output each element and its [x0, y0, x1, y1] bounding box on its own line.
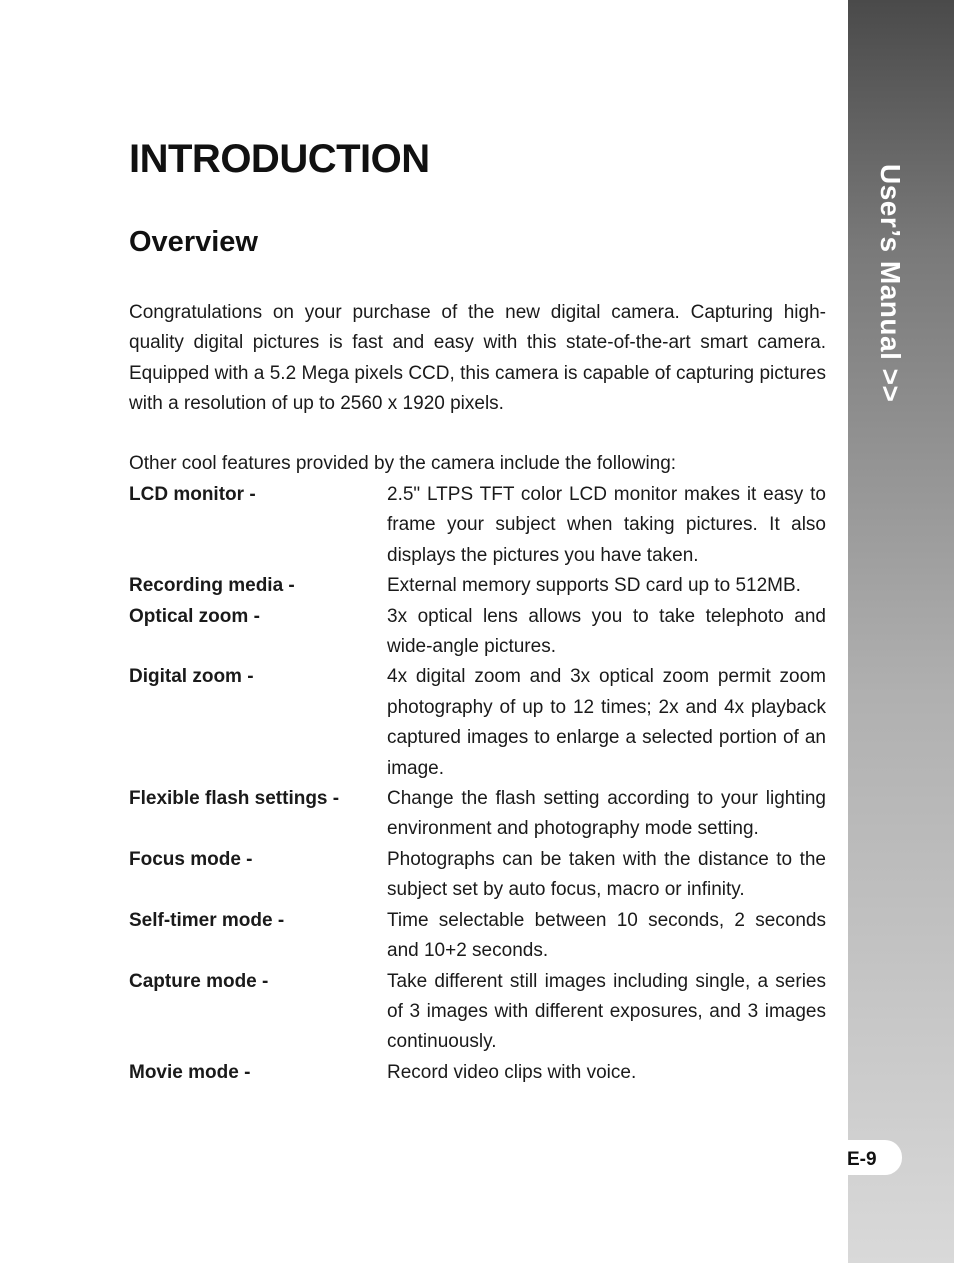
feature-term: Capture mode - [129, 970, 269, 992]
feature-term: LCD monitor - [129, 484, 256, 505]
feature-description: 3x optical lens allows you to take telephoto and wide-angle pictures. [387, 605, 826, 658]
feature-description: Photographs can be taken with the distance to the subject set by auto focus, macro or infinity. [387, 848, 826, 901]
feature-description: Time selectable between 10 seconds, 2 seconds and 10+2 seconds. [387, 909, 826, 962]
intro-paragraph: Congratulations on your purchase of the new digital camera. Capturing high-quality digital pictures is fast and easy with this state-of-the-art smart camera. Equipped with a 5.2 Mega pixels CCD, this camera is capable of capturing pictures with a resolution of up to 2560 x 1920 pixels. [129, 302, 826, 415]
feature-item [129, 602, 826, 663]
feature-term: Flexible flash settings - [129, 788, 340, 810]
manual-side-label: User’s Manual >> [875, 164, 906, 403]
feature-item [129, 906, 826, 967]
feature-description: 4x digital zoom and 3x optical zoom permit zoom photography of up to 12 times; 2x and 4x playback captured images to enlarge a selected portion of an image. [387, 666, 826, 779]
feature-term: Self-timer mode - [129, 909, 285, 931]
page-title: INTRODUCTION [129, 137, 430, 181]
feature-description: External memory supports SD card up to 512MB. [387, 575, 801, 597]
feature-item [129, 845, 826, 906]
feature-item [129, 967, 826, 1058]
features-intro: Other cool features provided by the camera include the following: [129, 453, 677, 474]
page-number: E-9 [847, 1149, 877, 1170]
feature-item [129, 480, 826, 571]
feature-description: 2.5" LTPS TFT color LCD monitor makes it easy to frame your subject when taking pictures. It also displays the pictures you have taken. [387, 484, 826, 566]
feature-item [129, 571, 826, 601]
feature-term: Optical zoom - [129, 605, 260, 627]
feature-description: Change the flash setting according to your lighting environment and photography mode setting. [387, 788, 826, 840]
section-heading: Overview [129, 226, 258, 258]
feature-list [129, 480, 826, 1088]
feature-term: Focus mode - [129, 848, 253, 870]
feature-item [129, 1058, 826, 1088]
feature-description: Take different still images including single, a series of 3 images with different exposures, and 3 images continuously. [387, 970, 826, 1053]
feature-item [129, 662, 826, 784]
feature-item [129, 784, 826, 845]
feature-term: Movie mode - [129, 1061, 251, 1083]
feature-term: Recording media - [129, 575, 295, 597]
feature-description: Record video clips with voice. [387, 1061, 637, 1083]
feature-term: Digital zoom - [129, 666, 254, 688]
